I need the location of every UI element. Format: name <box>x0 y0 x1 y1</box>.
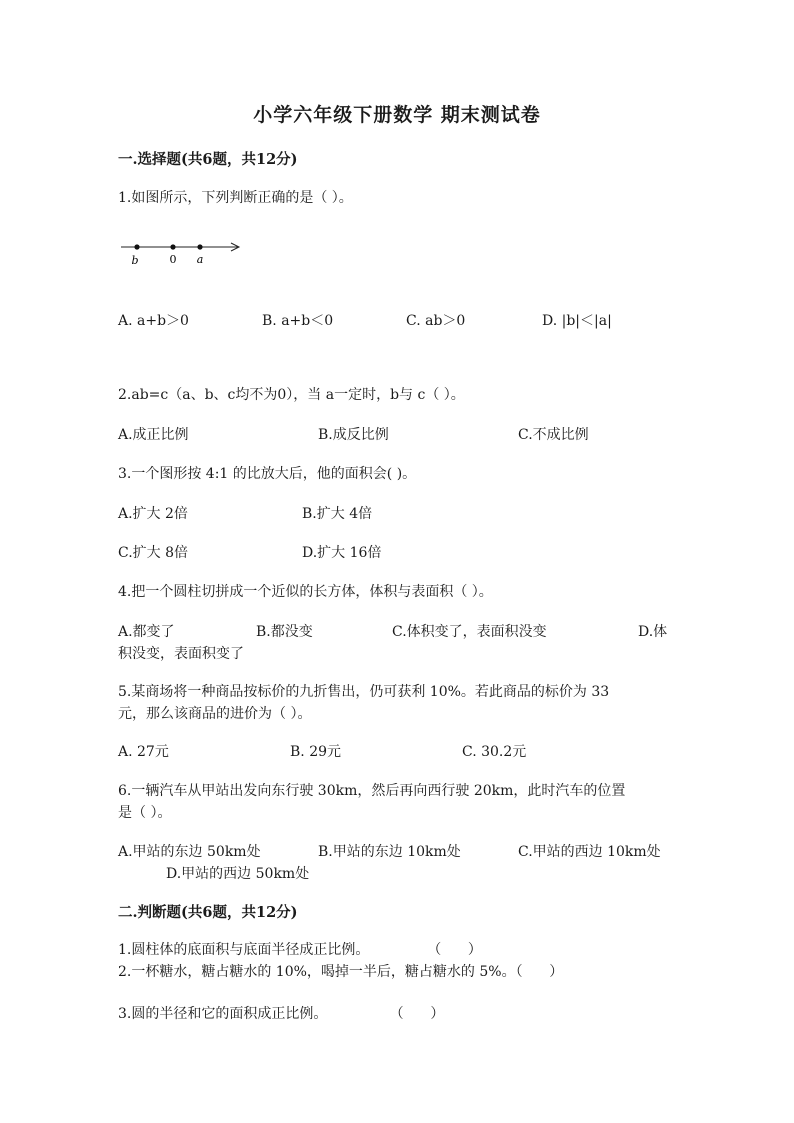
judgement-item-3: 3.圆的半径和它的面积成正比例。 （ ） <box>118 1006 445 1022</box>
section-heading-choice: 一.选择题(共6题，共12分) <box>118 151 298 168</box>
number-line-label-a: a <box>196 253 204 266</box>
number-line-label-0: 0 <box>169 253 177 266</box>
question-6-line-1: 6.一辆汽车从甲站出发向东行驶 30km，然后再向西行驶 20km，此时汽车的位置 <box>118 783 626 799</box>
q1-option-d: D. |b|＜|a| <box>542 313 612 329</box>
q5-option-a: A. 27元 <box>118 744 169 760</box>
q3-option-b: B.扩大 4倍 <box>302 506 373 522</box>
number-line-label-b: b <box>131 254 139 267</box>
number-line-figure <box>118 234 248 270</box>
q3-option-d: D.扩大 16倍 <box>302 545 382 561</box>
section-heading-judgement: 二.判断题(共6题，共12分) <box>118 904 298 921</box>
number-line-point-b <box>134 244 139 249</box>
question-4: 4.把一个圆柱切拼成一个近似的长方体，体积与表面积（ ）。 <box>118 584 493 600</box>
judgement-item-1: 1.圆柱体的底面积与底面半径成正比例。 （ ） <box>118 942 482 958</box>
question-5-line-1: 5.某商场将一种商品按标价的九折售出，仍可获利 10%。若此商品的标价为 33 <box>118 684 610 700</box>
q1-option-a: A. a+b＞0 <box>118 313 189 329</box>
number-line-point-a <box>197 244 202 249</box>
q6-option-a: A.甲站的东边 50km处 <box>118 844 261 860</box>
q2-option-b: B.成反比例 <box>318 427 389 443</box>
question-1: 1.如图所示，下列判断正确的是（ ）。 <box>118 190 353 206</box>
q2-option-a: A.成正比例 <box>118 427 189 443</box>
q3-option-a: A.扩大 2倍 <box>118 506 188 522</box>
q6-option-b: B.甲站的东边 10km处 <box>318 844 461 860</box>
q4-option-b: B.都没变 <box>256 624 313 640</box>
q4-option-a: A.都变了 <box>118 624 175 640</box>
q4-option-d-continued: 积没变，表面积变了 <box>118 646 244 662</box>
question-5-line-2: 元，那么该商品的进价为（ ）。 <box>118 706 312 722</box>
question-3: 3.一个图形按 4:1 的比放大后，他的面积会( )。 <box>118 466 417 482</box>
judgement-item-2: 2.一杯糖水，糖占糖水的 10%，喝掉一半后，糖占糖水的 5%。（ ） <box>118 964 564 980</box>
q6-option-c: C.甲站的西边 10km处 <box>518 844 661 860</box>
q5-option-b: B. 29元 <box>290 744 342 760</box>
q4-option-d: D.体 <box>638 624 668 640</box>
question-2: 2.ab=c（a、b、c均不为0），当 a一定时，b与 c（ ）。 <box>118 387 465 403</box>
q5-option-c: C. 30.2元 <box>462 744 527 760</box>
q2-option-c: C.不成比例 <box>518 427 589 443</box>
number-line-point-0 <box>170 244 175 249</box>
q4-option-c: C.体积变了，表面积没变 <box>392 624 547 640</box>
q1-option-b: B. a+b＜0 <box>262 313 334 329</box>
q1-option-c: C. ab＞0 <box>406 313 466 329</box>
page-title: 小学六年级下册数学 期末测试卷 <box>253 104 541 126</box>
question-6-line-2: 是（ ）。 <box>118 805 172 821</box>
q3-option-c: C.扩大 8倍 <box>118 545 189 561</box>
q6-option-d: D.甲站的西边 50km处 <box>166 866 310 882</box>
